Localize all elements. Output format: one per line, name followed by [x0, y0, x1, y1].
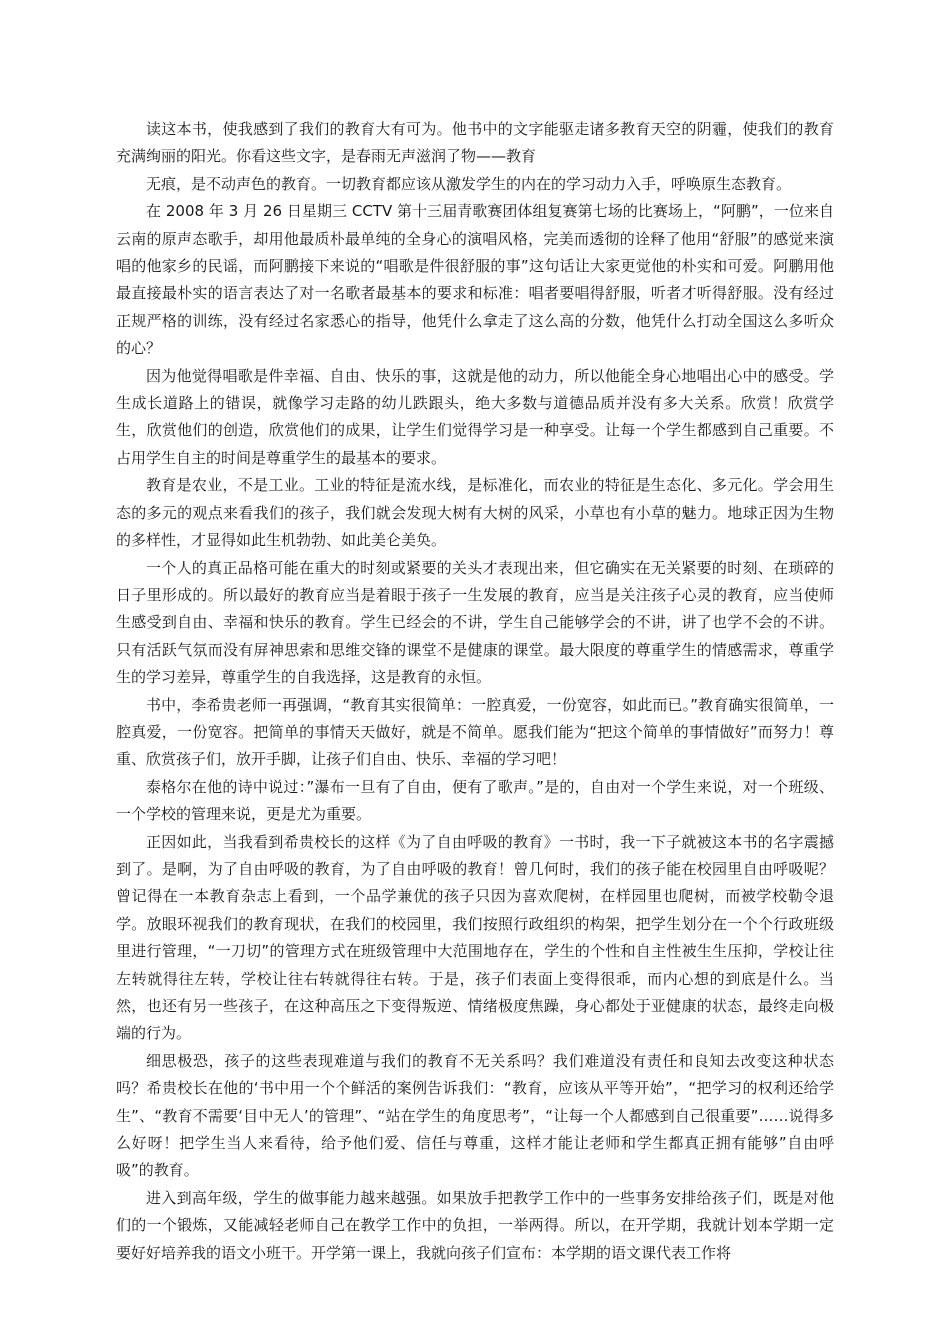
paragraph-8: 泰格尔在他的诗中说过：”瀑布一旦有了自由，便有了歌声。”是的，自由对一个学生来说，对一个班级、一个学校的管理来说，更是尤为重要。: [116, 777, 834, 824]
paragraph-4: 因为他觉得唱歌是件幸福、自由、快乐的事，这就是他的动力，所以他能全身心地唱出心中的感受。学生成长道路上的错误，就像学习走路的幼儿跌跟头，绝大多数与道德品质并没有多大关系。欣赏！欣赏学生，欣赏他们的创造，欣赏他们的成果，让学生们觉得学习是一种享受。让每一个学生都感到自己重要。不占用学生自主的时间是尊重学生的最基本的要求。: [116, 366, 834, 467]
paragraph-2: 无痕，是不动声色的教育。一切教育都应该从激发学生的内在的学习动力入手，呼唤原生态教育。: [146, 174, 792, 193]
paragraph-3: 在 2008 年 3 月 26 日星期三 CCTV 第十三届青歌赛团体组复赛第七场的比赛场上，“阿鹏”，一位来自云南的原声态歌手，却用他最质朴最单纯的全身心的演唱风格，完美而透彻的诠释了他用“舒服”的感觉来演唱的他家乡的民谣，而阿鹏接下来说的“唱歌是件很舒服的事”这句话让大家更觉他的朴实和可爱。阿鹏用他最直接最朴实的语言表达了对一名歌者最基本的要求和标准：唱者要唱得舒服，听者才听得舒服。没有经过正规严格的训练，没有经过名家悉心的指导，他凭什么拿走了这么高的分数，他凭什么打动全国这么多听众的心？: [116, 202, 834, 358]
document-page: [116, 116, 834, 1267]
paragraph-1: 读这本书，使我感到了我们的教育大有可为。他书中的文字能驱走诸多教育天空的阴霾，使我们的教育充满绚丽的阳光。你看这些文字，是春雨无声滋润了物——教育: [116, 120, 834, 166]
paragraph-11: 进入到高年级，学生的做事能力越来越强。如果放手把教学工作中的一些事务安排给孩子们，既是对他们的一个锻炼，又能减轻老师自己在教学工作中的负担，一举两得。所以，在开学期，我就计划本学期一定要好好培养我的语文小班干。开学第一课上，我就向孩子们宣布：本学期的语文课代表工作将: [116, 1188, 834, 1262]
paragraph-10: 细思极恐，孩子的这些表现难道与我们的教育不无关系吗？我们难道没有责任和良知去改变这种状态吗？希贵校长在他的‘书中用一个个鲜活的案例告诉我们：“教育，应该从平等开始”，“把学习的权利还给学生”、“教育不需要‘目中无人’的管理”、“站在学生的角度思考”，“让每一个人都感到自己很重要”……说得多么好呀！把学生当人来看待，给予他们爱、信任与尊重，这样才能让老师和学生都真正拥有能够”自由呼吸”的教育。: [116, 1051, 834, 1180]
paragraph-9: 正因如此，当我看到希贵校长的这样《为了自由呼吸的教育》一书时，我一下子就被这本书的名字震撼到了。是啊，为了自由呼吸的教育，为了自由呼吸的教育！曾几何时，我们的孩子能在校园里自由呼吸呢？曾记得在一本教育杂志上看到，一个品学兼优的孩子只因为喜欢爬树，在样园里也爬树，而被学校勒令退学。放眼环视我们的教育现状，在我们的校园里，我们按照行政组织的构架，把学生划分在一个个行政班级里进行管理，“一刀切”的管理方式在班级管理中大范围地存在，学生的个性和自主性被生生压抑，学校让往左转就得往左转，学校让往右转就得往右转。于是，孩子们表面上变得很乖，而内心想的到底是什么。当然，也还有另一些孩子，在这种高压之下变得叛逆、情绪极度焦躁，身心都处于亚健康的状态，最终走向极端的行为。: [116, 832, 834, 1043]
paragraph-7: 书中，李希贵老师一再强调，“教育其实很简单：一腔真爱，一份宽容，如此而已。”教育确实很简单，一腔真爱，一份宽容。把简单的事情天天做好，就是不简单。愿我们能为“把这个简单的事情做好”而努力！尊重、欣赏孩子们，放开手脚，让孩子们自由、快乐、幸福的学习吧！: [116, 695, 834, 769]
paragraph-5: 教育是农业，不是工业。工业的特征是流水线，是标准化，而农业的特征是生态化、多元化。学会用生态的多元的观点来看我们的孩子，我们就会发现大树有大树的风采，小草也有小草的魅力。地球正因为生物的多样性，才显得如此生机勃勃、如此美仑美奂。: [116, 476, 834, 550]
paragraph-6: 一个人的真正品格可能在重大的时刻或紧要的关头才表现出来，但它确实在无关紧要的时刻、在琐碎的日子里形成的。所以最好的教育应当是着眼于孩子一生发展的教育，应当是关注孩子心灵的教育，应当使师生感受到自由、幸福和快乐的教育。学生已经会的不讲，学生自己能够学会的不讲，讲了也学不会的不讲。只有活跃气氛而没有屏神思索和思维交锋的课堂不是健康的课堂。最大限度的尊重学生的情感需求，尊重学生的学习差异，尊重学生的自我选择，这是教育的永恒。: [116, 558, 834, 687]
